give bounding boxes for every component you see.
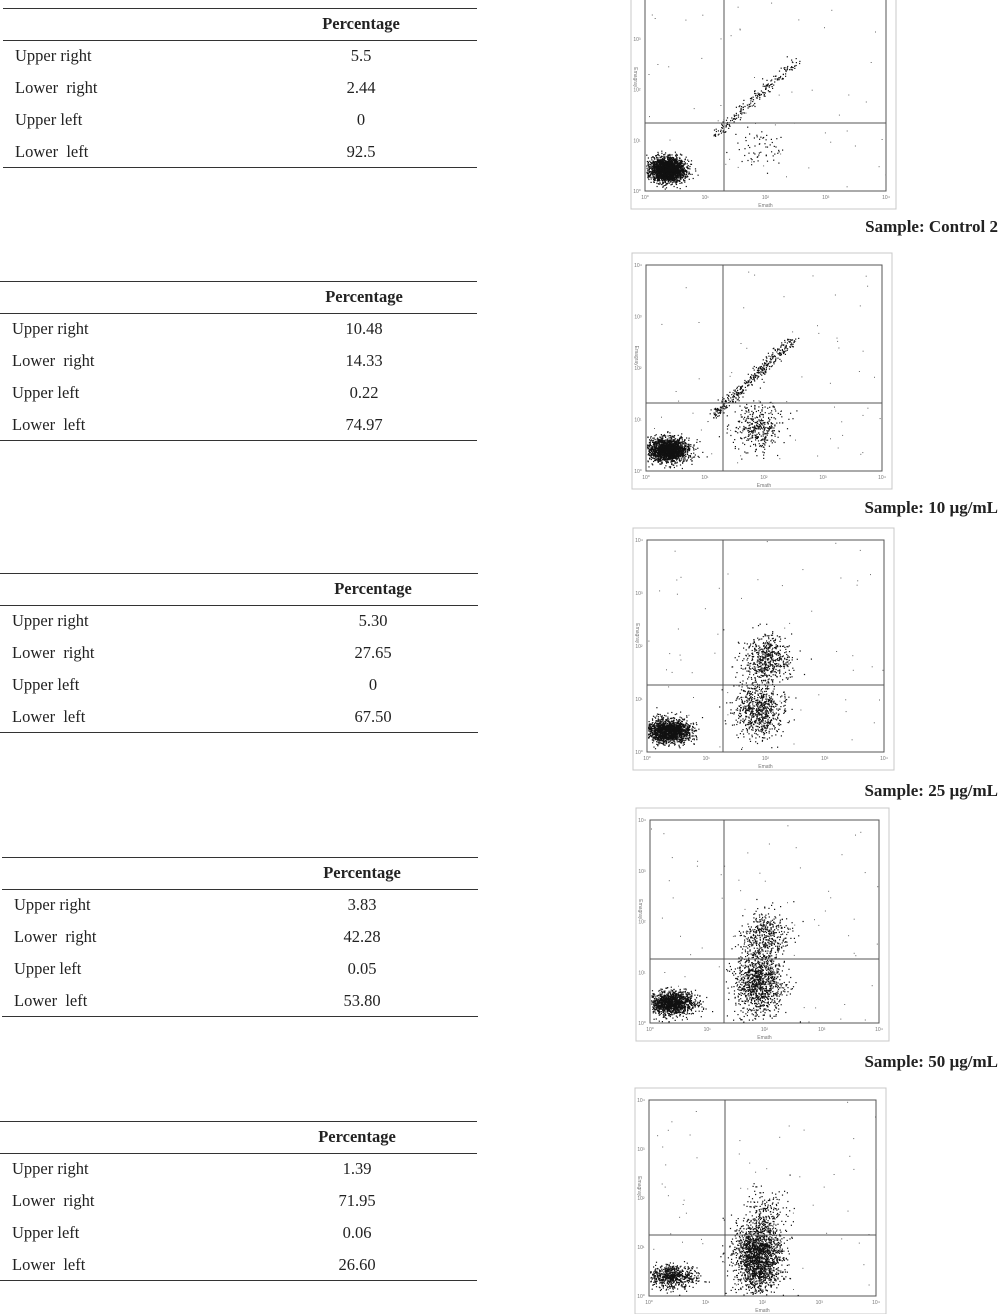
x-tick-label: 10² [761,195,770,201]
x-tick-label: 10² [758,1300,767,1306]
y-tick-label: 10⁰ [633,189,641,195]
row-value: 1.39 [342,1159,372,1178]
row-label: Upper left [14,959,82,978]
y-tick-label: 10² [633,87,641,94]
row-label: Upper right [14,895,91,914]
y-axis-label: Emagray [634,623,640,644]
x-tick-label: 10¹ [702,756,710,762]
x-axis-label: Emath [756,483,772,489]
row-label: Lower left [12,707,86,726]
row-value: 0.22 [349,383,379,402]
x-tick-label: 10⁴ [875,1027,883,1033]
row-value: 5.5 [350,46,372,65]
y-tick-label: 10¹ [633,138,641,145]
x-tick-label: 10⁴ [880,756,888,762]
x-axis-label: Emath [755,1308,770,1314]
y-tick-label: 10⁴ [637,1098,645,1104]
x-tick-label: 10³ [819,475,827,481]
x-tick-label: 10⁰ [643,756,651,762]
y-tick-label: 10⁴ [635,538,643,544]
row-label: Lower right [15,78,98,97]
sample-label-3: Sample: 25 µg/mL [864,781,998,800]
row-label: Lower right [12,643,95,662]
row-value: 14.33 [345,351,383,370]
table-header: Percentage [318,1127,396,1146]
x-axis-label: Emath [758,764,773,770]
row-label: Lower left [14,991,88,1010]
x-tick-label: 10¹ [703,1027,711,1033]
table-header: Percentage [323,863,401,882]
row-value: 5.30 [358,611,388,630]
y-tick-label: 10⁰ [637,1294,645,1300]
x-tick-label: 10¹ [701,195,709,201]
y-tick-label: 10² [635,644,643,650]
x-tick-label: 10⁴ [882,195,890,201]
row-value: 3.83 [347,895,377,914]
y-axis-label: Emagray [637,899,643,920]
table-header: Percentage [334,579,412,598]
y-tick-label: 10³ [638,868,646,875]
y-tick-label: 10² [634,366,642,372]
row-value: 92.5 [346,142,376,161]
x-tick-label: 10⁴ [872,1300,880,1306]
y-axis-label: Emagray [636,1176,642,1197]
x-axis-label: Emath [757,1035,772,1041]
x-tick-label: 10² [761,756,770,762]
x-tick-label: 10⁴ [878,475,886,481]
y-tick-label: 10¹ [638,970,646,977]
y-tick-label: 10⁰ [635,750,643,756]
row-value: 74.97 [345,415,383,434]
x-tick-label: 10³ [818,1027,826,1033]
row-label: Lower right [12,351,95,370]
y-tick-label: 10³ [635,591,643,597]
row-label: Upper right [15,46,92,65]
y-tick-label: 10¹ [634,417,642,424]
row-value: 2.44 [346,78,376,97]
row-label: Upper left [12,1223,80,1242]
row-value: 0 [356,110,366,129]
row-value: 67.50 [354,707,392,726]
row-label: Lower left [15,142,89,161]
y-tick-label: 10³ [637,1147,645,1153]
row-value: 42.28 [343,927,381,946]
y-tick-label: 10⁰ [638,1021,646,1027]
y-tick-label: 10² [638,919,646,926]
row-label: Upper right [12,319,89,338]
x-tick-label: 10⁰ [642,475,650,481]
x-tick-label: 10⁰ [646,1027,654,1033]
row-value: 0.05 [347,959,377,978]
y-tick-label: 10⁴ [634,263,642,269]
row-value: 0.06 [342,1223,372,1242]
x-tick-label: 10¹ [702,1300,710,1306]
y-axis-label: Emagray [633,345,639,366]
y-tick-label: 10² [637,1196,645,1202]
y-tick-label: 10¹ [637,1245,645,1251]
x-tick-label: 10⁰ [641,195,649,201]
sample-label-4: Sample: 50 µg/mL [864,1052,998,1071]
y-tick-label: 10¹ [635,697,643,703]
row-value: 27.65 [354,643,392,662]
row-value: 0 [368,675,378,694]
y-tick-label: 10⁴ [638,818,646,824]
row-label: Upper left [12,675,80,694]
row-value: 10.48 [345,319,383,338]
row-label: Upper left [12,383,80,402]
sample-label-2: Sample: 10 µg/mL [864,498,998,517]
row-label: Lower right [14,927,97,946]
row-value: 26.60 [338,1255,376,1274]
x-tick-label: 10⁰ [645,1300,653,1306]
row-label: Lower left [12,1255,86,1274]
sample-label-1: Sample: Control 2 [865,217,998,236]
row-label: Lower left [12,415,86,434]
x-tick-label: 10³ [815,1300,823,1306]
x-axis-label: Emath [758,203,773,209]
table-header: Percentage [322,14,400,33]
x-tick-label: 10² [760,1027,769,1033]
row-label: Upper right [12,1159,89,1178]
x-tick-label: 10³ [821,756,829,762]
x-tick-label: 10³ [822,195,830,201]
y-tick-label: 10³ [634,314,642,321]
y-tick-label: 10⁰ [634,469,642,475]
row-value: 53.80 [343,991,381,1010]
row-label: Upper right [12,611,89,630]
row-label: Upper left [15,110,83,129]
y-tick-label: 10³ [633,36,641,43]
row-label: Lower right [12,1191,95,1210]
y-axis-label: Emagray [632,67,638,88]
x-tick-label: 10¹ [701,475,709,481]
x-tick-label: 10² [760,475,768,481]
row-value: 71.95 [338,1191,376,1210]
table-header: Percentage [325,287,403,306]
